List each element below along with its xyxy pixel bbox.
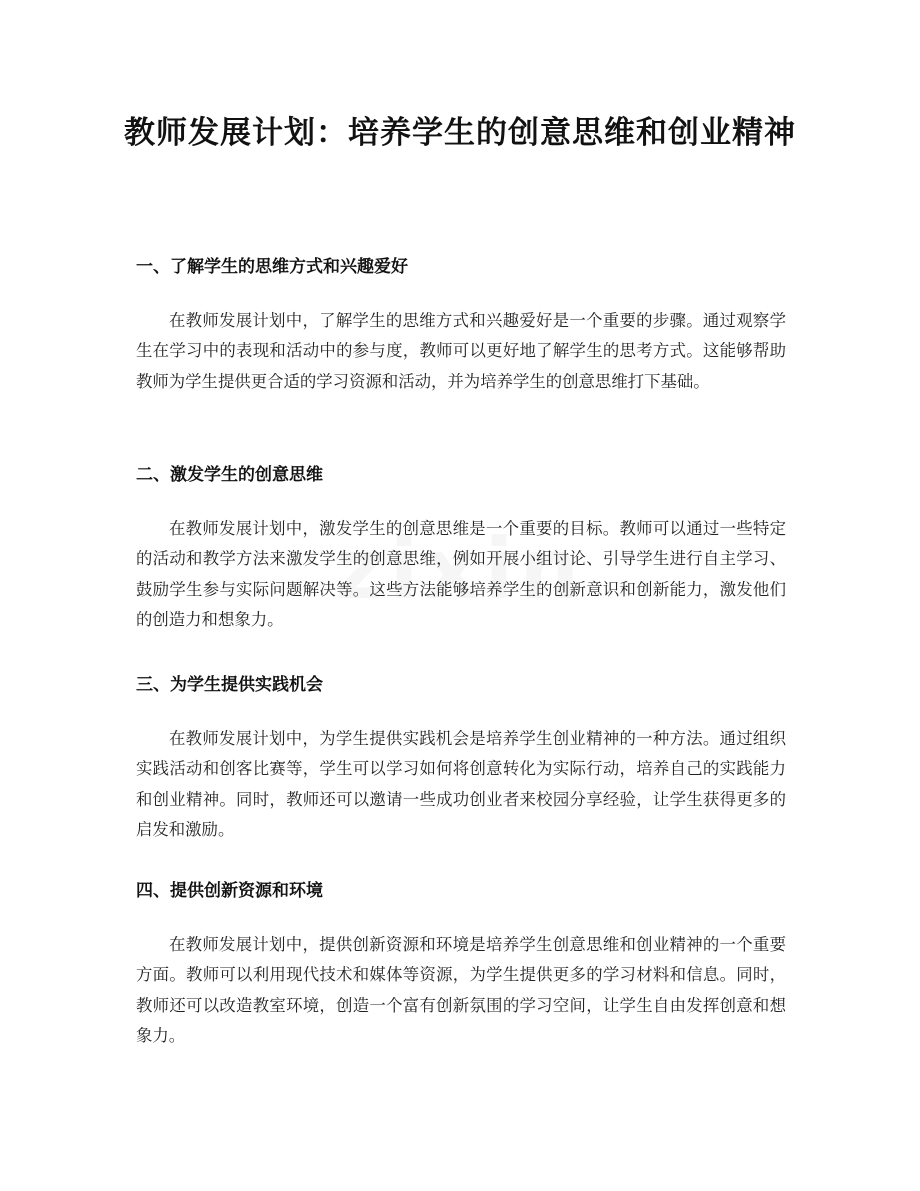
- section-heading: 二、激发学生的创意思维: [136, 465, 323, 485]
- document-title: 教师发展计划：培养学生的创意思维和创业精神: [124, 115, 796, 151]
- section-heading: 四、提供创新资源和环境: [136, 881, 323, 901]
- section-heading: 一、了解学生的思维方式和兴趣爱好: [136, 257, 408, 277]
- section-2: [136, 464, 786, 636]
- section-3: [136, 674, 786, 846]
- section-paragraph: 在教师发展计划中，激发学生的创意思维是一个重要的目标。教师可以通过一些特定的活动和教学方法来激发学生的创意思维，例如开展小组讨论、引导学生进行自主学习、鼓励学生参与实际问题解决等。这些方法能够培养学生的创新意识和创新能力，激发他们的创造力和想象力。: [136, 519, 786, 630]
- section-paragraph: 在教师发展计划中，了解学生的思维方式和兴趣爱好是一个重要的步骤。通过观察学生在学习中的表现和活动中的参与度，教师可以更好地了解学生的思考方式。这能够帮助教师为学生提供更合适的学习资源和活动，并为培养学生的创意思维打下基础。: [136, 311, 786, 391]
- section-paragraph: 在教师发展计划中，提供创新资源和环境是培养学生创意思维和创业精神的一个重要方面。教师可以利用现代技术和媒体等资源，为学生提供更多的学习材料和信息。同时，教师还可以改造教室环境，创造一个富有创新氛围的学习空间，让学生自由发挥创意和想象力。: [136, 935, 786, 1046]
- section-4: [136, 880, 786, 1052]
- section-1: [136, 256, 786, 397]
- section-paragraph: 在教师发展计划中，为学生提供实践机会是培养学生创业精神的一种方法。通过组织实践活动和创客比赛等，学生可以学习如何将创意转化为实际行动，培养自己的实践能力和创业精神。同时，教师还可以邀请一些成功创业者来校园分享经验，让学生获得更多的启发和激励。: [136, 729, 786, 840]
- section-heading: 三、为学生提供实践机会: [136, 675, 323, 695]
